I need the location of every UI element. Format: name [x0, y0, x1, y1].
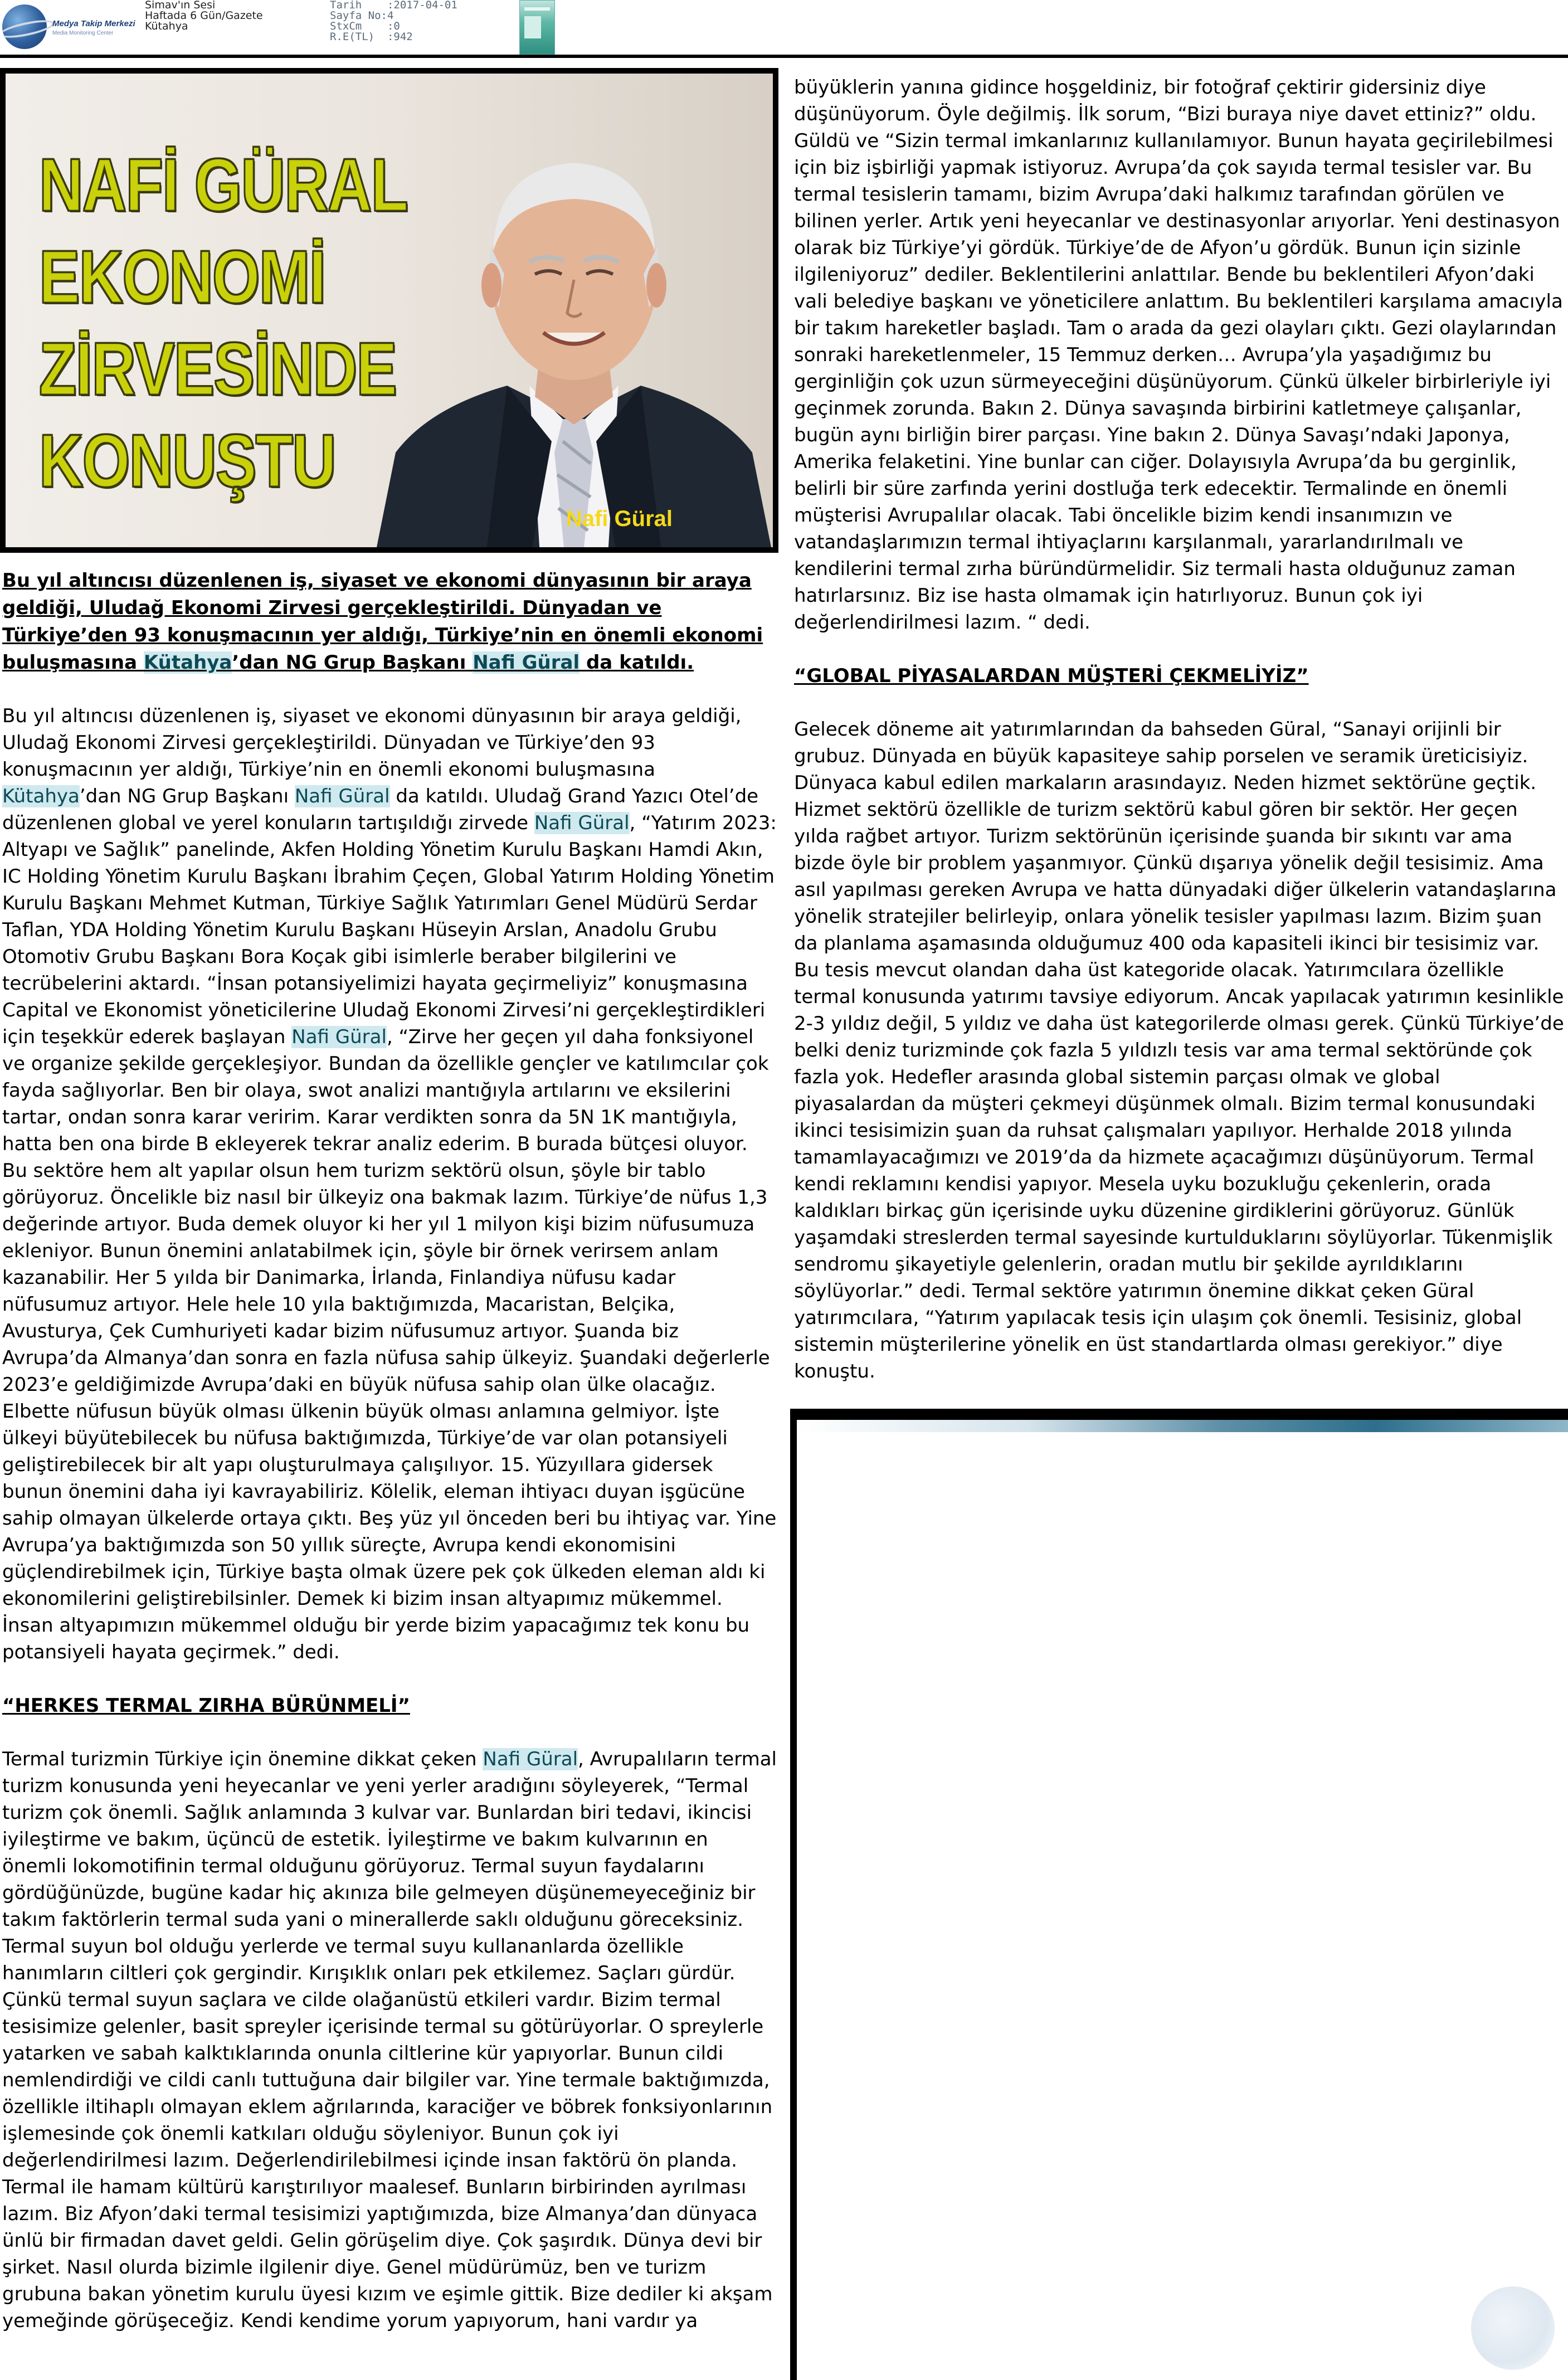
publication-name: Simav'ın Sesi: [145, 0, 216, 11]
header-divider: [0, 55, 1568, 58]
globe-icon: [2, 4, 47, 49]
keyword-highlight: Kütahya: [2, 785, 80, 807]
photo-headline: [39, 139, 407, 507]
headline-line-2: EKONOMİ: [39, 236, 325, 319]
headline-line-3: ZİRVESİNDE: [39, 328, 397, 411]
article-photo: [0, 68, 778, 553]
clipping-header: [0, 0, 1568, 56]
logo-subtitle: Media Monitoring Center: [52, 30, 114, 36]
keyword-highlight: Nafi Güral: [294, 785, 390, 807]
section-heading-termal: “HERKES TERMAL ZIRHA BÜRÜNMELİ”: [2, 1695, 410, 1717]
secondary-photo-strip: [797, 1420, 1568, 1432]
keyword-highlight: Kütahya: [143, 651, 232, 674]
meta-stxcm: StxCm :0: [330, 20, 400, 32]
logo-title: Medya Takip Merkezi: [52, 19, 135, 28]
section-heading-global: “GLOBAL PİYASALARDAN MÜŞTERİ ÇEKMELİYİZ”: [794, 665, 1309, 687]
portrait-illustration: [362, 107, 778, 553]
headline-line-4: KONUŞTU: [39, 420, 335, 503]
article-body-4: Gelecek döneme ait yatırımlarından da bahseden Güral, “Sanayi orijinli bir grubuz. Dünyada en büyük kapasiteye sahip porselen ve seramik üreticisiyiz. Dünyaca kabul edilen markaların arasındayız. Neden hizmet sektörüne geçtik. Hizmet sektörü özellikle de turizm sektörü kabul gören bir sektör. Her geçen yılda rağbet artıyor. Turizm sektörünün içerisinde şuanda bir sıkıntı var ama bizde öyle bir problem yaşanmıyor. Çünkü dışarıya yönelik değil tesisimiz. Ama asıl yapılması gereken Avrupa ve hatta dünyadaki diğer ülkelerin vatandaşlarına yönelik stratejiler belirleyip, onlara yönelik tesisler yapılması lazım. Bizim şuan da planlama aşamasında olduğumuz 400 oda kapasiteli ikinci bir tesisimiz var. Bu tesis mevcut olandan daha üst kategoride olacak. Yatırımcılara özellikle termal konusunda yatırımı tavsiye ediyorum. Ancak yapılacak yatırımın kesinlikle 2-3 yıldız değil, 5 yıldız ve daha üst kategorilerde olması gerek. Çünkü Türkiye’de belki deniz turizminde çok fazla 5 yıldızlı tesis var ama termal sektöründe çok fazla yok. Hedefler arasında global sistemin parçası olmak ve global piyasalardan da müşteri çekmeyi düşünmek olmalı. Bizim termal konusundaki ikinci tesisimizin şuan da ruhsat çalışmaları yapılıyor. Herhalde 2018 yılında tamamlayacağımızı ve 2019’da da hizmete açacağımızı düşünüyorum. Termal kendi reklamını kendisi yapıyor. Mesela uyku bozukluğu çekenlerin, orada kaldıkları birkaç gün içerisinde uyku düzenine girdiklerini görüyoruz. Günlük yaşamdaki streslerden termal sayesinde kurtulduklarını söylüyorlar. Tükenmişlik sendromu şikayetiyle gelenlerin, oradan mutlu bir şekilde ayrıldıklarını söylüyorlar.” dedi. Termal sektöre yatırımın önemine dikkat çeken Güral yatırımcılara, “Yatırım yapılacak tesis için ulaşım çok önemli. Tesisiniz, global sistemin müşterilerine yönelik en üst standartlarda olması gerekiyor.” diye konuştu.: [794, 718, 1564, 1383]
article-column-right: [794, 74, 1565, 1412]
keyword-highlight: Nafi Güral: [291, 1026, 387, 1048]
clipping-meta: [330, 0, 457, 42]
article-body-1: Bu yıl altıncısı düzenlenen iş, siyaset ve ekonomi dünyasının bir araya geldiği, Uludağ Ekonomi Zirvesi gerçekleştirildi. Dünyadan ve Türkiye’den 93 konuşmacının yer aldığı, Türkiye’nin en önemli ekonomi buluşmasına Kütahya’dan NG Grup Başkanı Nafi Güral da katıldı. Uludağ Grand Yazıcı Otel’de düzenlenen global ve yerel konuların tartışıldığı zirvede Nafi Güral, “Yatırım 2023: Altyapı ve Sağlık” panelinde, Akfen Holding Yönetim Kurulu Başkanı Hamdi Akın, IC Holding Yönetim Kurulu Başkanı İbrahim Çeçen, Global Yatırım Holding Yönetim Kurulu Başkanı Mehmet Kutman, Türkiye Sağlık Yatırımları Genel Müdürü Serdar Taflan, YDA Holding Yönetim Kurulu Başkanı Hüseyin Arslan, Anadolu Grubu Otomotiv Grubu Başkanı Bora Koçak gibi isimlerle beraber bilgilerini ve tecrübelerini aktardı. “İnsan potansiyelimizi hayata geçirmeliyiz” konuşmasına Capital ve Ekonomist yöneticilerine Uludağ Ekonomi Zirvesi’ni gerçekleştirdikleri için teşekkür ederek başlayan Nafi Güral, “Zirve her geçen yıl daha fonksiyonel ve organize şekilde gerçekleşiyor. Bundan da özellikle gençler ve katılımcılar çok fayda sağlıyorlar. Ben bir olaya, swot analizi mantığıyla artılarını ve eksilerini tartar, ondan sonra karar veririm. Karar verdikten sonra da 5N 1K mantığıyla, hatta ben ona birde B ekleyerek tekrar analiz ederim. B burada bütçesi oluyor. Bu sektöre hem alt yapılar olsun hem turizm sektörü olsun, şöyle bir tablo görüyoruz. Öncelikle biz nasıl bir ülkeyiz ona bakmak lazım. Türkiye’de nüfus 1,3 değerinde artıyor. Buda demek oluyor ki her yıl 1 milyon kişi bizim nüfusumuza ekleniyor. Bunun önemini anlatabilmek için, şöyle bir örnek verirsem anlam kazanabilir. Her 5 yılda bir Danimarka, İrlanda, Finlandiya nüfusu kadar nüfusumuz artıyor. Hele hele 10 yıla baktığımızda, Macaristan, Belçika, Avusturya, Çek Cumhuriyeti kadar bizim nüfusumuz artıyor. Şuanda biz Avrupa’da Almanya’dan sonra en fazla nüfusa sahip ülkeyiz. Şuandaki değerlerle 2023’e geldiğimizde Avrupa’daki en büyük nüfusa sahip olan ülke olacağız. Elbette nüfusun büyük olması ülkenin büyük olması anlamına gelmiyor. İşte ülkeyi büyütebilecek bu nüfusa baktığımızda, Türkiye’de var olan potansiyeli geliştirebilecek bir alt yapı oluşturulmaya çalışılıyor. 15. Yüzyıllara gidersek bunun önemini daha iyi kavrayabiliriz. Kölelik, eleman ihtiyacı duyan işgücüne sahip olmayan ülkelerde ortaya çıktı. Beş yüz yıl önceden beri bu ihtiyaç var. Yine Avrupa’ya baktığımızda son 50 yıllık süreçte, Avrupa kendi ekonomisini güçlendirebilmek için, Türkiye başta olmak üzere pek çok ülkeden eleman aldı ki ekonomilerini geliştirebilsinler. Demek ki bizim insan altyapımız mükemmel. İnsan altyapımızın mükemmel olduğu bir yerde bizim yapacağımız tek konu bu potansiyeli hayata geçirmek.” dedi.: [2, 705, 777, 1663]
article-body-3: büyüklerin yanına gidince hoşgeldiniz, bir fotoğraf çektirir gidersiniz diye düşünüyorum. Öyle değilmiş. İlk sorum, “Bizi buraya niye davet ettiniz?” oldu. Güldü ve “Sizin termal imkanlarınız kullanılamıyor. Bunun hayata geçirilebilmesi için biz işbirliği yapmak istiyoruz. Avrupa’da çok sayıda termal tesisler var. Bu termal tesislerin tamamı, bizim Avrupa’daki halkımız tarafından görülen ve bilinen yerler. Artık yeni heyecanlar ve destinasyonlar arıyorlar. Yeni destinasyon olarak biz Türkiye’yi gördük. Türkiye’de de Afyon’u gördük. Bunun için sizinle ilgileniyoruz” dediler. Beklentilerini anlattılar. Bende bu beklentileri Afyon’daki vali belediye başkanı ve yöneticilere anlattım. Bu beklentileri karşılama amacıyla bir takım hareketler başladı. Tam o arada da gezi olayları çıktı. Gezi olaylarından sonraki hareketlenmeler, 15 Temmuz derken… Avrupa’yla yaşadığımız bu gerginliğin çok uzun sürmeyeceğini düşünüyorum. Çünkü ülkeler birbirleriyle iyi geçinmek zorunda. Bakın 2. Dünya savaşında birbirini katletmeye çalışanlar, bugün aynı birliğin birer parçası. Yine bakın 2. Dünya Savaşı’ndaki Japonya, Amerika felaketini. Yine bunlar can ciğer. Dolayısıyla Avrupa’da bu gerginlik, belirli bir süre zarfında yerini dostluğa terk edecektir. Termalinde en önemli müşterisi Avrupalılar olacak. Tabi öncelikle bizim kendi insanımızın ve vatandaşlarımızın termal ihtiyaçlarını karşılanmalı, yararlandırılmalı ve kendilerini termal zırha büründürmelidir. Siz termali hasta olduğunuz zaman hatırlarsınız. Biz ise hasta olmamak için hatırlıyoruz. Bunun çok iyi değerlendirilmesi lazım. “ dedi.: [794, 76, 1563, 634]
secondary-photo-frame: [790, 1409, 1568, 2380]
monitoring-center-logo: [2, 4, 142, 49]
headline-line-1: NAFİ GÜRAL: [39, 144, 408, 227]
photo-caption: Nafi Güral: [566, 507, 673, 531]
meta-ad-value: R.E(TL) :942: [330, 31, 413, 43]
meta-date: Tarih :2017-04-01: [330, 0, 457, 11]
article-lead: Bu yıl altıncısı düzenlenen iş, siyaset ve ekonomi dünyasının bir araya geldiği, Uludağ Ekonomi Zirvesi gerçekleştirildi. Dünyadan ve Türkiye’den 93 konuşmacının yer aldığı, Türkiye’nin en önemli ekonomi buluşmasına Kütahya’dan NG Grup Başkanı Nafi Güral da katıldı.: [2, 570, 763, 674]
keyword-highlight: Nafi Güral: [534, 812, 630, 834]
meta-page-number: Sayfa No:4: [330, 9, 394, 22]
publication-city: Kütahya: [145, 20, 188, 32]
article-body-2: Termal turizmin Türkiye için önemine dikkat çeken Nafi Güral, Avrupalıların termal turizm konusunda yeni heyecanlar ve yeni yerler aradığını söyleyerek, “Termal turizm çok önemli. Sağlık anlamında 3 kulvar var. Bunlardan biri tedavi, ikincisi iyileştirme ve bakım, üçüncü de estetik. İyileştirme ve bakım kulvarının en önemli lokomotifinin termal olduğunu görüyoruz. Termal suyun faydalarını gördüğünüzde, bugüne kadar hiç akınıza bile gelmeyen düşünemeyeceğiniz bir takım faktörlerin termal suda yani o minerallerde saklı olduğunu göreceksiniz. Termal suyun bol olduğu yerlerde ve termal suyu kullananlarda özellikle hanımların ciltleri çok gergindir. Kırışıklık onları pek etkilemez. Saçları gürdür. Çünkü termal suyun saçlara ve cilde olağanüstü etkileri vardır. Bizim termal tesisimize gelenler, basit spreyler içerisinde termal su götürüyorlar. O spreylerle yatarken ve sabah kalktıklarında onunla ciltlerine kür yapıyorlar. Bunun cildi nemlendirdiği ve cildi canlı tuttuğuna dair bilgiler var. Yine termale baktığımızda, özellikle iltihaplı olmayan eklem ağrılarında, karaciğer ve böbrek fonksiyonlarının işlemesinde çok önemli katkıları olduğu söyleniyor. Bunun çok iyi değerlendirilmesi lazım. Değerlendirilebilmesi içinde insan faktörü ön planda. Termal ile hamam kültürü karıştırılıyor maalesef. Bunların birbirinden ayrılması lazım. Biz Afyon’daki termal tesisimizi yaptığımızda, bize Almanya’dan dünyaca ünlü bir firmadan davet geldi. Gelin görüşelim diye. Çok şaşırdık. Dünya devi bir şirket. Nasıl olurda bizimle ilgilenir diye. Genel müdürümüz, ben ve turizm grubuna bakan yönetim kurulu üyesi kızım ve eşimle gittik. Bize dediler ki akşam yemeğinde görüşeceğiz. Kendi kendime yorum yapıyorum, hani vardır ya: [2, 1748, 777, 2332]
page-thumbnail[interactable]: [519, 0, 555, 55]
keyword-highlight: Nafi Güral: [473, 651, 580, 674]
article-column-left: [2, 567, 777, 2361]
keyword-highlight: Nafi Güral: [483, 1748, 578, 1770]
watermark-logo-icon: [1471, 2286, 1555, 2370]
publication-info: [145, 0, 263, 32]
publication-frequency: Haftada 6 Gün/Gazete: [145, 9, 263, 22]
